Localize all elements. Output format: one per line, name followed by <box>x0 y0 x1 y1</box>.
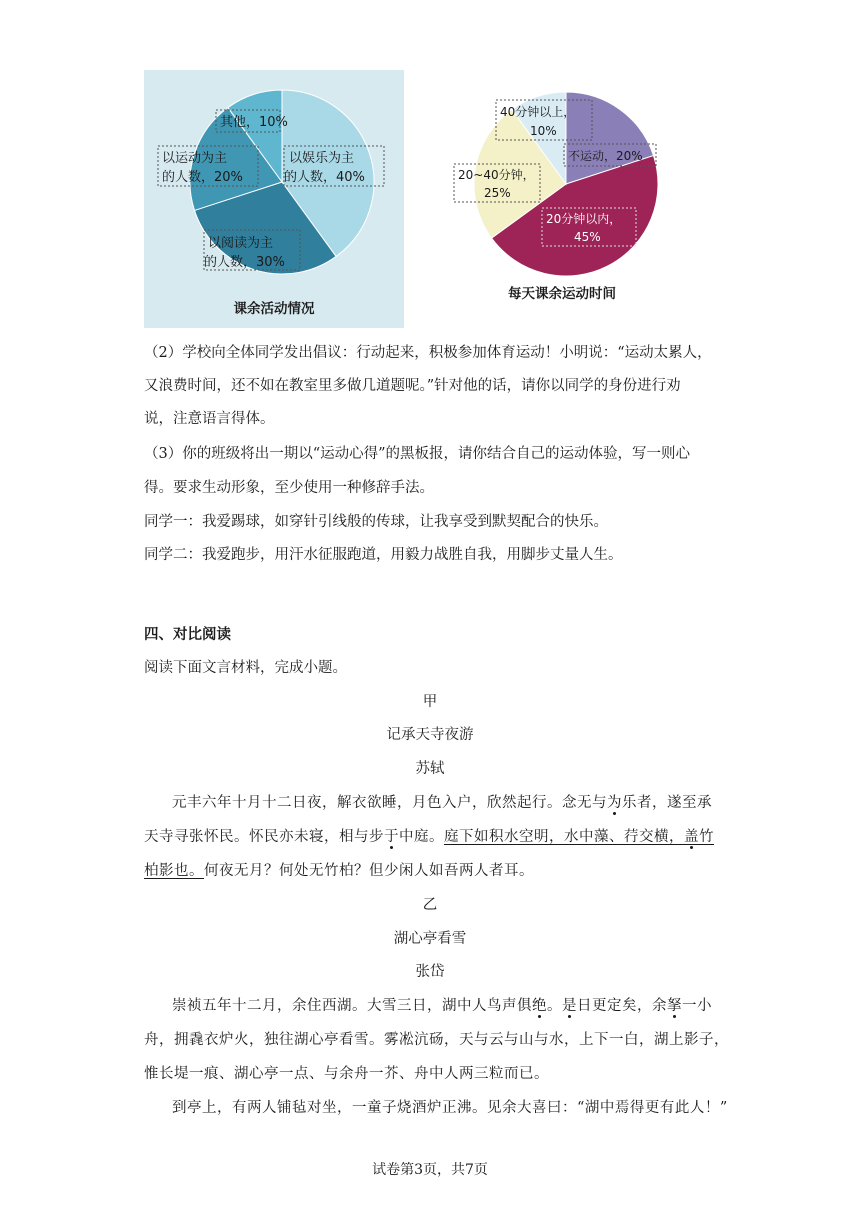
page-footer: 试卷第3页，共7页 <box>372 1162 488 1178</box>
q3-example-1: 同学一：我爱踢球，如穿针引线般的传球，让我享受到默契配合的快乐。 <box>144 514 608 530</box>
text-span: 念无与 <box>562 795 607 811</box>
pie2-title: 每天课余运动时间 <box>508 286 616 302</box>
text-span: 何夜无月？何处无竹柏？但少闲人如吾两人者耳。 <box>204 863 534 879</box>
passage-a-line-3 <box>144 861 716 881</box>
underlined-text: 庭下如积水空明，水中藻、荇交横， <box>444 829 684 845</box>
pie1-title: 课余活动情况 <box>233 301 315 317</box>
dotted-char: 拏 <box>667 998 682 1014</box>
pie2-label-under20-1: 20分钟以内， <box>546 212 622 226</box>
passage-b-line-4: 到亭上，有两人铺毡对坐，一童子烧酒炉正沸。见余大喜曰：“湖中焉得更有此人！” <box>172 1100 728 1116</box>
passage-a-title: 记承天寺夜游 <box>386 727 474 743</box>
pie1-label-read-2: 的人数，30% <box>204 255 285 270</box>
passage-b-mark: 乙 <box>422 897 438 913</box>
text-span: 中庭。 <box>399 829 444 845</box>
pie1-label-other: 其他，10% <box>220 115 288 130</box>
section-heading: 四、对比阅读 <box>144 626 231 643</box>
activity-pie-figure <box>144 70 404 328</box>
q3-line-1: （3）你的班级将出一期以“运动心得”的黑板报，请你结合自己的运动体验，写一则心 <box>144 446 691 462</box>
dotted-char: 为 <box>607 795 622 811</box>
text-span: 元丰六年十月十二日夜，解衣欲睡，月色入户，欣然起行。 <box>172 795 562 811</box>
q2-line-3: 说，注意语言得体。 <box>144 411 275 427</box>
passage-a-line-2 <box>144 827 716 847</box>
pie2-label-40plus-2: 10% <box>530 124 557 138</box>
dotted-char: 于 <box>384 829 399 845</box>
passage-a-mark: 甲 <box>422 694 438 710</box>
pie2-label-40plus-1: 40分钟以上， <box>500 105 576 119</box>
text-span: 一小 <box>682 998 712 1014</box>
pie2-label-none: 不运动，20% <box>568 149 643 163</box>
dotted-char: 盖 <box>684 829 699 845</box>
pie1-label-fun-1: 以娱乐为主 <box>289 151 355 166</box>
underlined-text: 柏影也。 <box>144 863 204 879</box>
pie2-label-20to40-2: 25% <box>484 186 511 200</box>
underlined-text: 竹 <box>699 829 714 845</box>
text-span: 崇祯五年十二月，余住西湖。大雪三日，湖中人鸟声俱 <box>172 998 532 1014</box>
q2-line-1: （2）学校向全体同学发出倡议：行动起来，积极参加体育运动！小明说：“运动太累人， <box>144 345 712 361</box>
q3-line-2: 得。要求生动形象，至少使用一种修辞手法。 <box>144 480 434 496</box>
passage-b-author: 张岱 <box>415 964 445 980</box>
passage-b-line-3: 惟长堤一痕、湖心亭一点、与余舟一芥、舟中人两三粒而已。 <box>144 1066 549 1082</box>
passage-b-title: 湖心亭看雪 <box>393 931 467 947</box>
pie1-label-read-1: 以阅读为主 <box>208 236 274 251</box>
pie1-label-sport-1: 以运动为主 <box>162 151 228 166</box>
q3-example-2: 同学二：我爱跑步，用汗水征服跑道，用毅力战胜自我，用脚步丈量人生。 <box>144 547 623 563</box>
q2-line-2: 又浪费时间，还不如在教室里多做几道题呢。”针对他的话，请你以同学的身份进行劝 <box>144 378 681 394</box>
passage-b-line-1 <box>144 996 744 1016</box>
text-span: 。 <box>547 998 562 1014</box>
text-span: 日更定矣，余 <box>577 998 667 1014</box>
pie1-label-sport-2: 的人数，20% <box>162 170 243 185</box>
text-span: 天寺寻张怀民。怀民亦未寝，相与步 <box>144 829 384 845</box>
pie2-label-20to40-1: 20~40分钟， <box>458 168 535 182</box>
pie2-label-under20-2: 45% <box>574 230 601 244</box>
passage-a-line-1 <box>144 793 744 813</box>
activity-pie-chart <box>144 70 404 328</box>
passage-b-line-2: 舟，拥毳衣炉火，独往湖心亭看雪。雾凇沆砀，天与云与山与水，上下一白，湖上影子， <box>144 1032 729 1048</box>
passage-a-author: 苏轼 <box>415 761 445 777</box>
exercise-time-pie-figure <box>450 92 675 312</box>
exercise-time-pie-chart <box>450 92 675 312</box>
dotted-char: 绝 <box>532 998 547 1014</box>
section-instruction: 阅读下面文言材料，完成小题。 <box>144 660 347 676</box>
text-span: 乐者，遂至承 <box>622 795 712 811</box>
dotted-char: 是 <box>562 998 577 1014</box>
pie1-label-fun-2: 的人数，40% <box>284 170 365 185</box>
